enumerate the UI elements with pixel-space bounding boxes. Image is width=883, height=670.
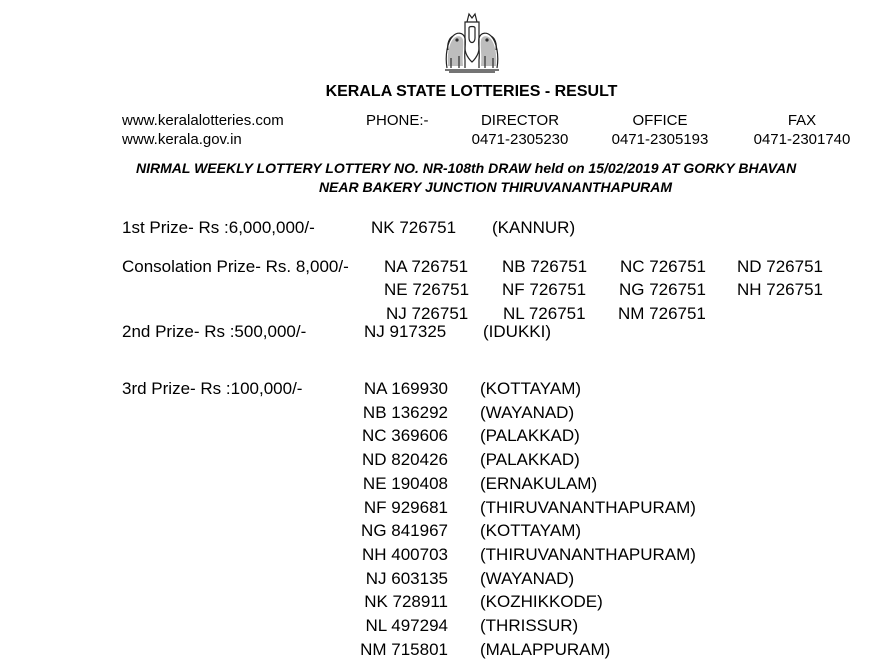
- fax-number: 0471-2301740: [753, 131, 851, 148]
- first-prize-place: (KANNUR): [492, 218, 576, 237]
- consolation-ticket: NC 726751: [620, 257, 707, 276]
- third-prize-ticket: NJ 603135: [365, 569, 448, 588]
- third-prize-place: (THRISSUR): [480, 616, 579, 635]
- website-link-keralalotteries[interactable]: www.keralalotteries.com: [122, 112, 284, 129]
- page-title: KERALA STATE LOTTERIES - RESULT: [325, 83, 618, 100]
- consolation-prize-label: Consolation Prize- Rs. 8,000/-: [122, 257, 349, 276]
- third-prize-place: (KOTTAYAM): [480, 521, 582, 540]
- third-prize-ticket: NM 715801: [360, 640, 448, 659]
- third-prize-ticket: NE 190408: [362, 474, 448, 493]
- third-prize-ticket: NG 841967: [361, 521, 448, 540]
- consolation-ticket: NH 726751: [737, 280, 824, 299]
- third-prize-place: (KOZHIKKODE): [480, 592, 603, 611]
- third-prize-ticket: NL 497294: [365, 616, 448, 635]
- director-phone: 0471-2305230: [471, 131, 569, 148]
- third-prize-ticket: NK 728911: [364, 592, 448, 611]
- consolation-ticket: NM 726751: [618, 304, 706, 323]
- kerala-state-emblem-icon: [439, 8, 505, 74]
- third-prize-ticket: NA 169930: [363, 379, 448, 398]
- consolation-ticket: NE 726751: [384, 280, 470, 299]
- consolation-ticket: NB 726751: [502, 257, 588, 276]
- second-prize-ticket: NJ 917325: [364, 322, 447, 341]
- third-prize-place: (PALAKKAD): [480, 426, 580, 445]
- fax-label: FAX: [787, 112, 817, 129]
- draw-info-line-2: NEAR BAKERY JUNCTION THIRUVANANTHAPURAM: [318, 179, 673, 195]
- third-prize-ticket: NB 136292: [362, 403, 448, 422]
- third-prize-place: (ERNAKULAM): [480, 474, 598, 493]
- draw-info-line-1: NIRMAL WEEKLY LOTTERY LOTTERY NO. NR-108th DRAW held on 15/02/2019 AT GORKY BHAVAN: [136, 160, 797, 176]
- third-prize-place: (THIRUVANANTHAPURAM): [480, 498, 696, 517]
- consolation-ticket: ND 726751: [737, 257, 824, 276]
- third-prize-ticket: NF 929681: [363, 498, 448, 517]
- third-prize-ticket: NH 400703: [361, 545, 448, 564]
- third-prize-place: (WAYANAD): [480, 569, 575, 588]
- second-prize-place: (IDUKKI): [483, 322, 551, 341]
- consolation-ticket: NJ 726751: [386, 304, 469, 323]
- third-prize-place: (WAYANAD): [480, 403, 575, 422]
- first-prize-label: 1st Prize- Rs :6,000,000/-: [122, 218, 315, 237]
- third-prize-label: 3rd Prize- Rs :100,000/-: [122, 379, 303, 398]
- consolation-ticket: NG 726751: [619, 280, 706, 299]
- phone-label: PHONE:-: [366, 112, 429, 129]
- third-prize-ticket: NC 369606: [361, 426, 448, 445]
- consolation-ticket: NA 726751: [384, 257, 469, 276]
- third-prize-ticket: ND 820426: [361, 450, 448, 469]
- third-prize-place: (KOTTAYAM): [480, 379, 582, 398]
- third-prize-place: (MALAPPURAM): [480, 640, 611, 659]
- director-label: DIRECTOR: [480, 112, 560, 129]
- office-label: OFFICE: [632, 112, 688, 129]
- website-link-kerala-gov[interactable]: www.kerala.gov.in: [122, 131, 242, 148]
- consolation-ticket: NF 726751: [502, 280, 587, 299]
- third-prize-place: (THIRUVANANTHAPURAM): [480, 545, 696, 564]
- first-prize-ticket: NK 726751: [371, 218, 457, 237]
- third-prize-place: (PALAKKAD): [480, 450, 580, 469]
- second-prize-label: 2nd Prize- Rs :500,000/-: [122, 322, 307, 341]
- consolation-ticket: NL 726751: [503, 304, 586, 323]
- office-phone: 0471-2305193: [611, 131, 709, 148]
